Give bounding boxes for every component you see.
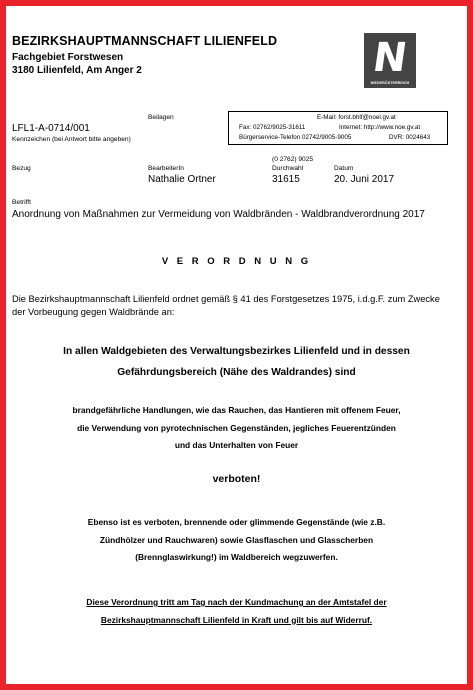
document-heading: V E R O R D N U N G (161, 256, 312, 267)
extension-value: 31615 (272, 174, 300, 185)
authority-name: BEZIRKSHAUPTMANNSCHAFT LILIENFELD (12, 34, 278, 48)
contact-internet: Internet: http://www.noe.gv.at (339, 124, 421, 131)
contact-box (228, 111, 448, 145)
prohibited-text: verboten! (212, 473, 261, 485)
scope-line: Gefährdungsbereich (Nähe des Waldrandes) sind (117, 367, 356, 378)
date-value: 20. Juni 2017 (334, 174, 395, 185)
scope-line: In allen Waldgebieten des Verwaltungsbezirkes Lilienfeld und in dessen (63, 346, 410, 357)
also-line: (Brennglaswirkung!) im Waldbereich wegzuwerfen. (135, 552, 338, 562)
extension-label: Durchwahl (272, 165, 304, 172)
also-line: Zündhölzer und Rauchwaren) sowie Glasflaschen und Glasscherben (99, 534, 374, 545)
also-paragraph (0, 514, 473, 567)
file-number: LFL1-A-0714/001 (12, 123, 90, 134)
subject-label: Betrifft (12, 199, 31, 206)
logo-text: NIEDERÖSTERREICH (370, 81, 410, 85)
also-line: Ebenso ist es verboten, brennende oder glimmende Gegenstände (wie z.B. (87, 517, 386, 527)
contact-service-phone: Bürgerservice-Telefon 02742/9005-9005 (239, 134, 352, 141)
department-name: Fachgebiet Forstwesen (12, 52, 124, 63)
phone-prefix: (0 2762) 9025 (272, 156, 314, 163)
officer-name: Nathalie Ortner (148, 174, 216, 185)
file-number-note: Kennzeichen (bei Antwort bitte angeben) (12, 136, 131, 143)
validity-line: Diese Verordnung tritt am Tag nach der Kundmachung an der Amtstafel der (86, 597, 387, 607)
validity-paragraph (0, 594, 473, 629)
bezug-label: Bezug (12, 165, 31, 172)
authority-address: 3180 Lilienfeld, Am Anger 2 (12, 65, 142, 76)
actions-line: die Verwendung von pyrotechnischen Gegenständen, jegliches Feuerentzünden (77, 422, 396, 433)
contact-email: E-Mail: forst.bhlf@noel.gv.at (317, 114, 396, 121)
officer-label: BearbeiterIn (148, 165, 184, 172)
intro-paragraph: Die Bezirkshauptmannschaft Lilienfeld ordnet gemäß § 41 des Forstgesetzes 1975, i.d.g.F. zum Zwecke der Vorbeugung gegen Waldbrände an: (12, 294, 440, 317)
logo-letter: N (370, 35, 410, 81)
validity-line: Bezirkshauptmannschaft Lilienfeld in Kraft und gilt bis auf Widerruf. (100, 614, 373, 625)
date-label: Datum (334, 165, 354, 172)
subject-text: Anordnung von Maßnahmen zur Vermeidung von Waldbränden - Waldbrandverordnung 2017 (12, 209, 425, 220)
beilagen-label: Beilagen (148, 114, 174, 121)
actions-paragraph (0, 402, 473, 455)
contact-dvr: DVR: 0024643 (389, 134, 431, 141)
scope-paragraph (0, 341, 473, 383)
contact-fax: Fax: 02762/9025-31611 (239, 124, 306, 131)
actions-line: brandgefährliche Handlungen, wie das Rauchen, das Hantieren mit offenem Feuer, (72, 405, 401, 415)
actions-line: und das Unterhalten von Feuer (174, 440, 299, 450)
noe-logo (364, 33, 416, 88)
